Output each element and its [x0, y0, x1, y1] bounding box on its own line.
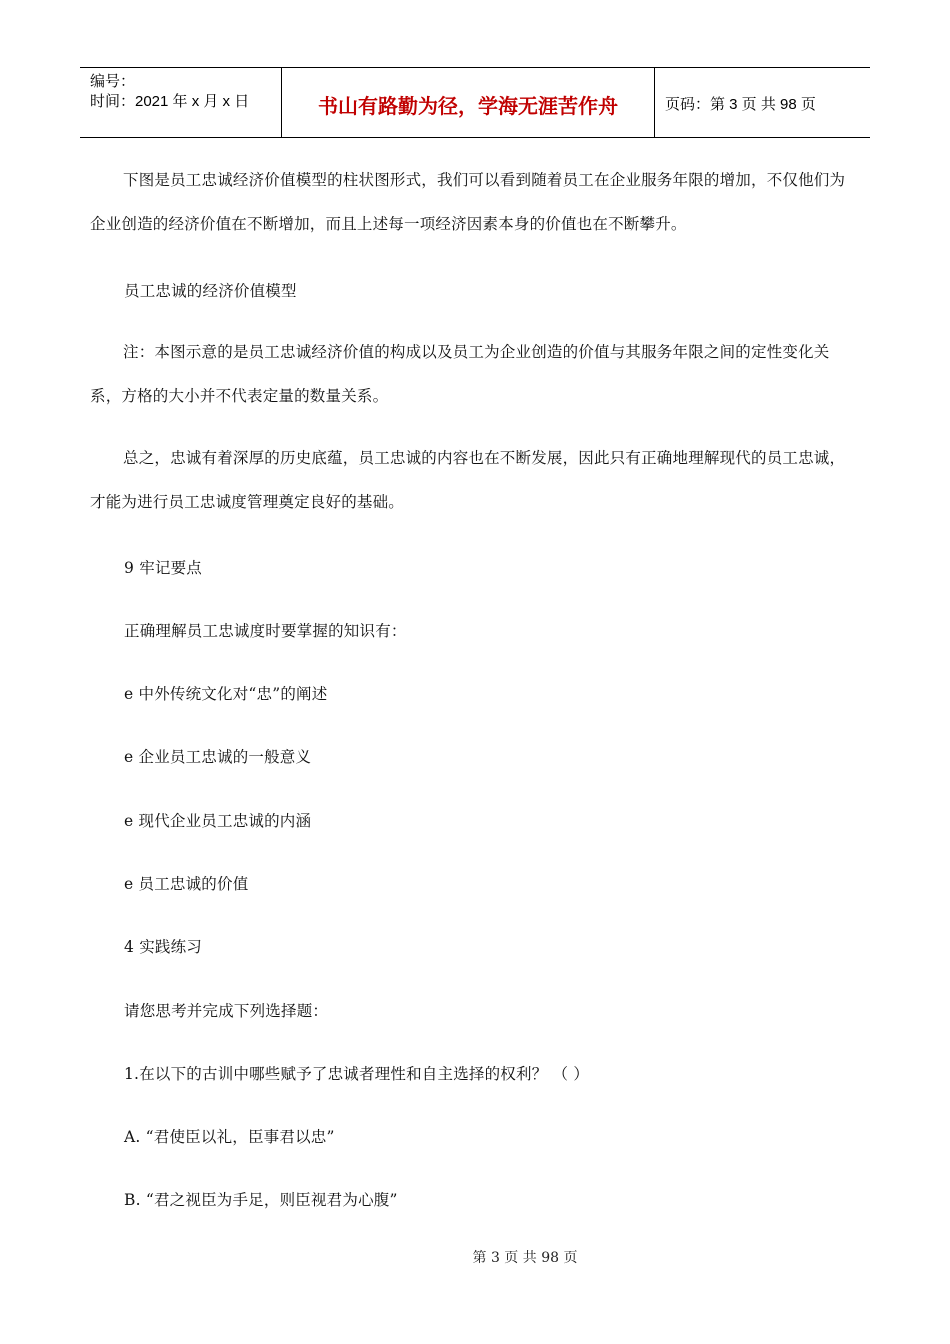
header-meta-cell	[80, 68, 282, 137]
date-label: 时间：2021 年 x 月 x 日	[90, 93, 250, 110]
list-item: e 企业员工忠诚的一般意义	[124, 748, 312, 766]
section-heading-practice: 4 实践练习	[124, 938, 202, 956]
motto-text: 书山有路勤为径，学海无涯苦作舟	[318, 94, 618, 118]
header-page-cell	[655, 68, 870, 137]
page-footer: 第 3 页 共 98 页	[472, 1250, 578, 1266]
paragraph-summary: 总之，忠诚有着深厚的历史底蕴，员工忠诚的内容也在不断发展，因此只有正确地理解现代的员工忠诚，才能为进行员工忠诚度管理奠定良好的基础。	[90, 449, 846, 511]
serial-number-label: 编号：	[90, 73, 136, 90]
key-points-intro: 正确理解员工忠诚度时要掌握的知识有：	[124, 622, 407, 640]
header-page-number: 页码：第 3 页 共 98 页	[665, 96, 816, 113]
option-b: B. “君之视臣为手足，则臣视君为心腹”	[124, 1191, 398, 1209]
model-caption: 员工忠诚的经济价值模型	[124, 282, 297, 300]
paragraph-note: 注：本图示意的是员工忠诚经济价值的构成以及员工为企业创造的价值与其服务年限之间的定性变化关系，方格的大小并不代表定量的数量关系。	[90, 343, 830, 405]
list-item: e 中外传统文化对“忠”的阐述	[124, 685, 328, 703]
list-item: e 员工忠诚的价值	[124, 875, 249, 893]
practice-instruction: 请您思考并完成下列选择题：	[124, 1002, 329, 1020]
paragraph-intro: 下图是员工忠诚经济价值模型的柱状图形式，我们可以看到随着员工在企业服务年限的增加，不仅他们为企业创造的经济价值在不断增加，而且上述每一项经济因素本身的价值也在不断攀升。	[90, 171, 846, 233]
section-heading-key-points: 9 牢记要点	[124, 559, 202, 577]
list-item: e 现代企业员工忠诚的内涵	[124, 812, 312, 830]
option-a: A. “君使臣以礼，臣事君以忠”	[124, 1128, 335, 1146]
header-motto-cell	[282, 68, 655, 137]
page-header	[80, 67, 870, 138]
question-1: 1.在以下的古训中哪些赋予了忠诚者理性和自主选择的权利？ （ ）	[124, 1065, 590, 1083]
